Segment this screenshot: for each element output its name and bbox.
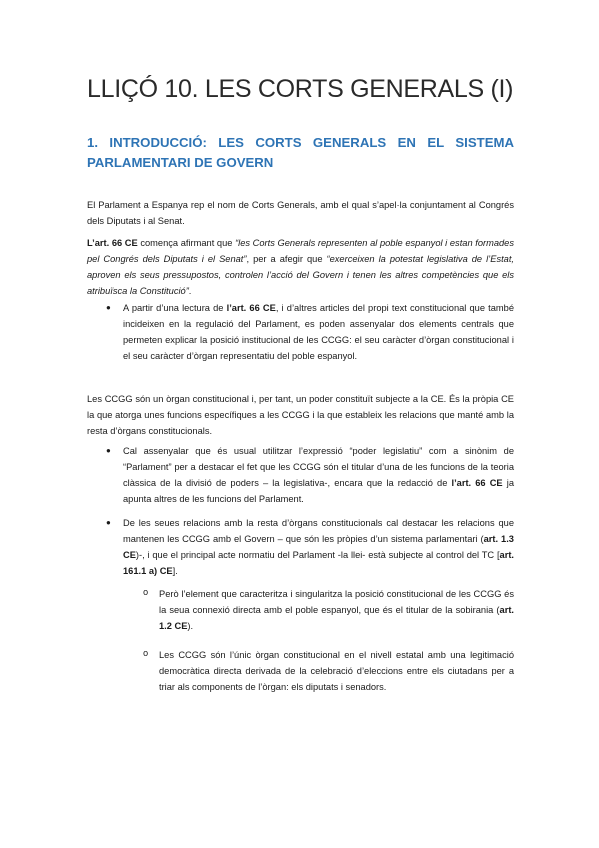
sub-item-sobirania	[159, 586, 514, 634]
bullet-text: , i d’altres articles del propi text constitucional que també incideixen en la regulació del Parlament, es poden assenyalar dos elements centrals que permeten explicar la posició institucional de les CCGG: el seu caràcter d’òrgan constitucional i el seu caràcter d’òrgan representatiu del poble espanyol.	[123, 303, 515, 361]
bullet-text: Cal assenyalar que és usual utilitzar l’expressió “poder legislatiu” com a sinònim de “Parlament” per a destacar el fet que les CCGG són el titular d’una de les funcions de la teoria clàssica de la divisió de poders – la legislativa-, encara que la redacció de	[123, 446, 514, 488]
quote-functions: “exerceixen la potestat legislativa de l’Estat, aproven els seus pressupostos, controlen l’acció del Govern i tenen les altres competències que els atribuïsca la Constitució”	[87, 254, 515, 296]
paragraph-organ-constitucional: Les CCGG són un òrgan constitucional i, per tant, un poder constituït subjecte a la CE. És la pròpia CE la que atorga unes funcions específiques a les CCGG i la que estableix les relacions que manté amb la resta d’òrgans constitucionals.	[87, 394, 514, 436]
bullet-item-lectura	[123, 300, 514, 364]
bullet-item-relacions	[123, 515, 514, 579]
art-66-reference: l’art. 66 CE	[451, 478, 503, 488]
quote-composition: “les Corts Generals representen al poble espanyol i estan formades pel Congrés dels Diputats i el Senat”	[87, 238, 514, 264]
bullet-text: De les seues relacions amb la resta d’òrgans constitucionals cal destacar les relacions que mantenen les CCGG amb el Govern – que són les pròpies d’un sistema parlamentari (	[123, 518, 514, 544]
paragraph-text: comença afirmant que	[137, 238, 236, 248]
sub-bullet-marker: o	[143, 588, 149, 598]
paragraph-art66	[87, 235, 514, 299]
bullet-marker: ●	[106, 518, 111, 527]
sub-item-legitimacio: Les CCGG són l’únic òrgan constitucional en el nivell estatal amb una legitimació democràtica directa derivada de la celebració d’eleccions entre els ciutadans per a triar als components de l’òrgan: els diputats i senadors.	[159, 650, 514, 692]
bullet-marker: ●	[106, 303, 111, 312]
section-heading: 1. INTRODUCCIÓ: LES CORTS GENERALS EN EL SISTEMA PARLAMENTARI DE GOVERN	[87, 135, 514, 170]
bullet-text: A partir d’una lectura de	[123, 303, 227, 313]
bullet-text: ].	[172, 566, 178, 576]
art-66-reference: l’art. 66 CE	[226, 303, 276, 313]
art-161-reference: art. 161.1 a) CE	[123, 550, 514, 576]
bullet-item-poder-legislatiu	[123, 443, 514, 507]
paragraph-text: .	[188, 286, 192, 296]
art-1-3-reference: art. 1.3 CE	[123, 534, 514, 560]
art-66-reference: L’art. 66 CE	[87, 238, 138, 248]
sub-item-text: Però l’element que caracteritza i singularitza la posició constitucional de les CCGG és la seua connexió directa amb el poble espanyol, que és el titular de la sobirania (	[159, 589, 514, 615]
bullet-text: )-, i que el principal acte normatiu del Parlament -la llei- està subjecte al control del TC [	[135, 550, 500, 560]
paragraph-parlament: El Parlament a Espanya rep el nom de Corts Generals, amb el qual s’apel·la conjuntament al Congrés dels Diputats i al Senat.	[87, 200, 514, 226]
sub-item-text: ).	[187, 621, 194, 631]
bullet-text: ja apunta altres de les funcions del Parlament.	[123, 478, 514, 504]
sub-bullet-marker: o	[143, 649, 149, 659]
bullet-marker: ●	[106, 446, 111, 455]
page-title: LLIÇÓ 10. LES CORTS GENERALS (I)	[87, 75, 514, 103]
paragraph-text: , per a afegir que	[246, 254, 327, 264]
art-1-2-reference: art. 1.2 CE	[159, 605, 514, 631]
